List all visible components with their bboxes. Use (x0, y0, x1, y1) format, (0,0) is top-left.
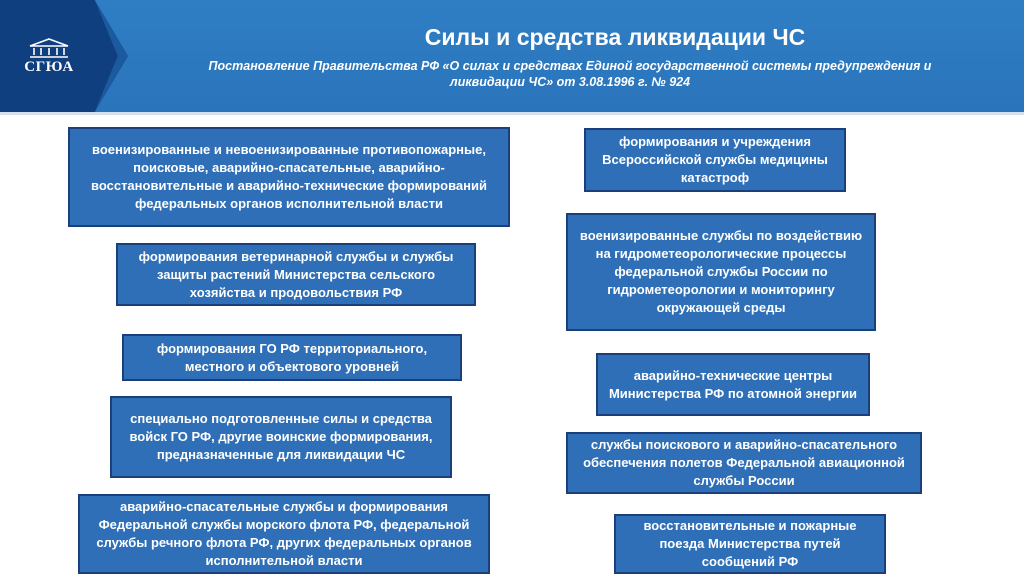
left-box-1 (68, 127, 510, 227)
left-box-4 (110, 396, 452, 478)
right-box-2-text: военизированные службы по воздействию на гидрометеорологические процессы федеральной службы России по гидрометеорологии и мониторингу окружающей среды (579, 228, 863, 315)
right-box-5-text: восстановительные и пожарные поезда Министерства путей сообщений РФ (643, 518, 857, 569)
logo-text: СГЮА (24, 59, 74, 75)
right-box-4 (566, 432, 922, 494)
left-box-3 (122, 334, 462, 381)
left-box-2 (116, 243, 476, 306)
left-box-3-text: формирования ГО РФ территориального, местного и объектового уровней (156, 340, 428, 374)
right-box-3-text: аварийно-технические центры Министерства РФ по атомной энергии (608, 367, 858, 401)
header-bar (0, 0, 1024, 115)
page-subtitle: Постановление Правительства РФ «О силах и средствах Единой государственной системы предупреждения и ликвидации ЧС» от 3.08.1996 г. № 924 (208, 59, 932, 89)
right-box-1-text: формирования и учреждения Всероссийской службы медицины катастроф (602, 134, 828, 185)
building-columns-icon (28, 38, 70, 58)
right-box-3 (596, 353, 870, 416)
right-box-4-text: службы поискового и аварийно-спасательного обеспечения полетов Федеральной авиационной службы России (583, 437, 905, 488)
left-box-1-text: военизированные и невоенизированные противопожарные, поисковые, аварийно-спасательные, аварийно-восстановительные и аварийно-технические формирований федеральных органов исполнительной власти (91, 142, 487, 211)
left-box-2-text: формирования ветеринарной службы и службы защиты растений Министерства сельского хозяйства и продовольствия РФ (138, 248, 454, 300)
right-box-1 (584, 128, 846, 192)
left-box-5-text: аварийно-спасательные службы и формирования Федеральной службы морского флота РФ, федеральной службы речного флота РФ, других федеральных органов исполнительной власти (96, 499, 472, 568)
left-box-5 (78, 494, 490, 574)
logo (18, 38, 80, 90)
right-box-5 (614, 514, 886, 574)
right-box-2 (566, 213, 876, 331)
left-box-4-text: специально подготовленные силы и средства войск ГО РФ, другие воинские формирования, предназначенные для ликвидации ЧС (129, 411, 433, 462)
page-title: Силы и средства ликвидации ЧС (424, 24, 806, 50)
